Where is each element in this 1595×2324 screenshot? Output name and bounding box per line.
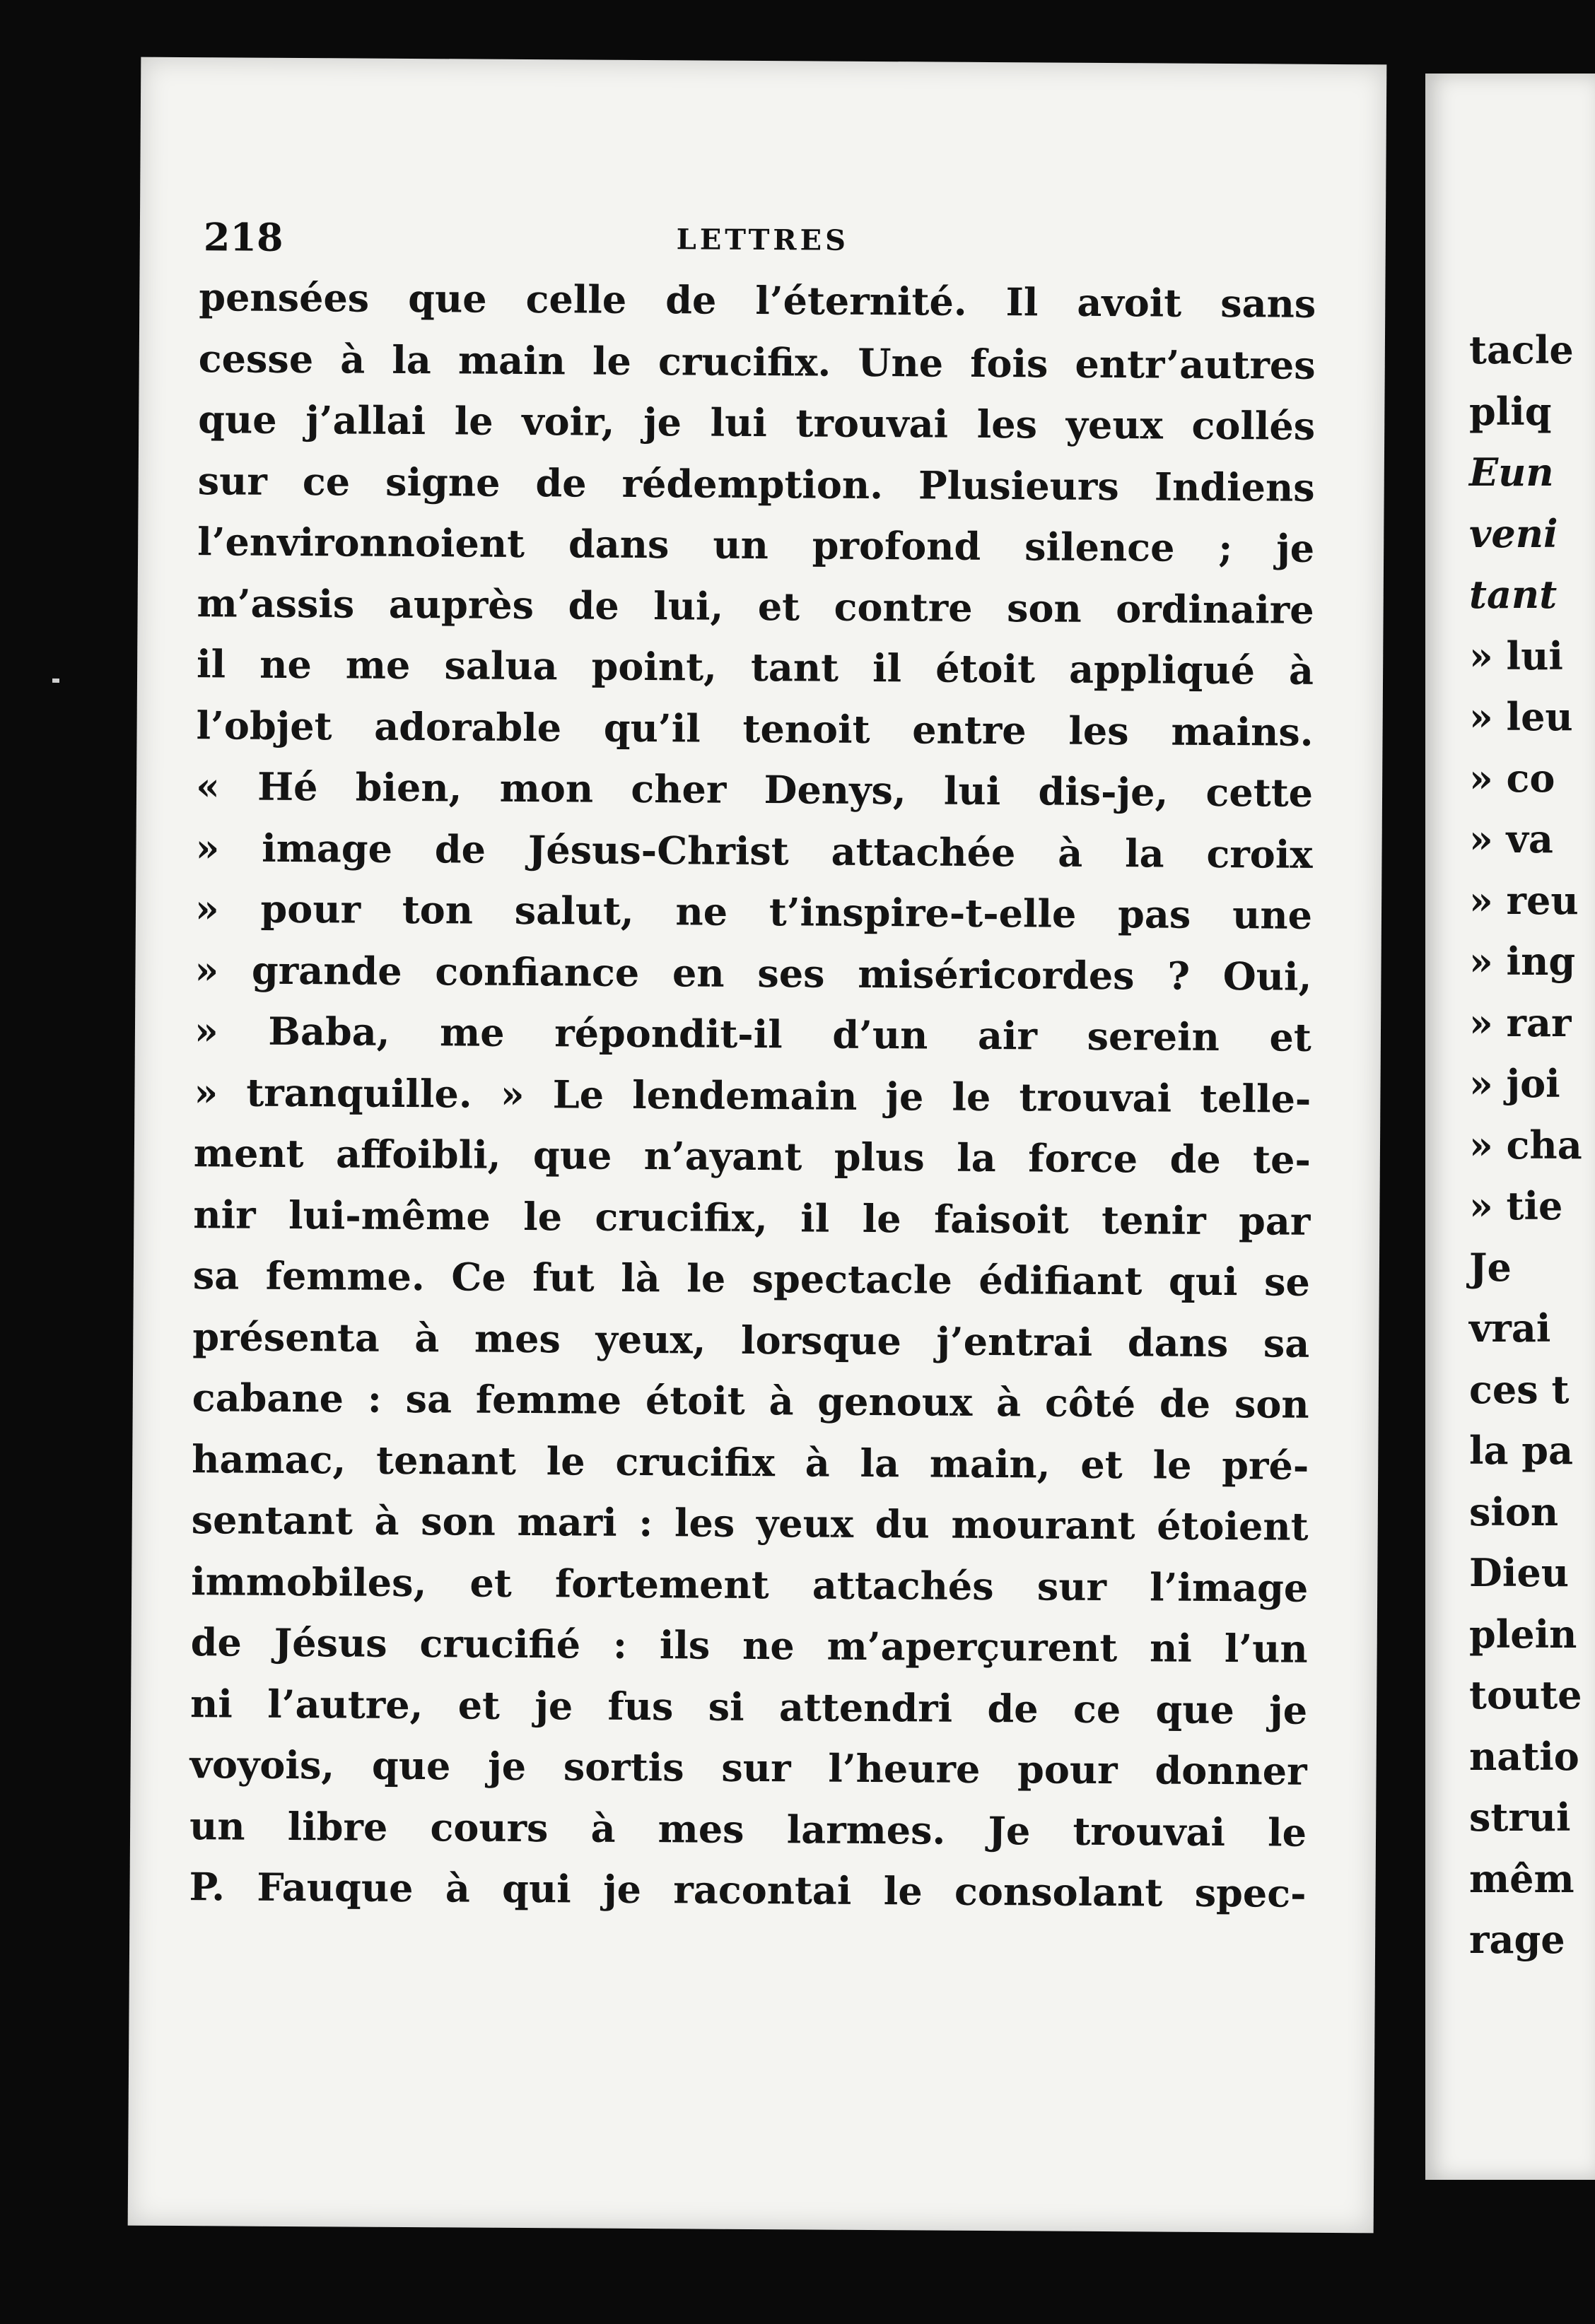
word: genoux bbox=[817, 1378, 973, 1425]
right-text-line: » rar bbox=[1469, 999, 1572, 1045]
word: voir, bbox=[522, 398, 615, 445]
word: n’ayant bbox=[643, 1133, 802, 1180]
word: spec- bbox=[1194, 1870, 1307, 1916]
word: auprès bbox=[388, 581, 534, 628]
word: me bbox=[345, 642, 411, 688]
word: fortement bbox=[554, 1560, 769, 1607]
word: j’allai bbox=[305, 397, 426, 444]
word: attachés bbox=[812, 1561, 994, 1609]
word: à bbox=[1288, 647, 1314, 693]
word: à bbox=[445, 1865, 470, 1911]
running-head: LETTRES bbox=[676, 223, 850, 257]
word: consolant bbox=[954, 1868, 1163, 1915]
word: trouvai bbox=[1073, 1808, 1226, 1855]
word: dans bbox=[568, 521, 670, 568]
word: femme. bbox=[265, 1252, 426, 1300]
right-text-line: » leu bbox=[1469, 694, 1573, 739]
word: mes bbox=[474, 1315, 561, 1361]
word: fut bbox=[532, 1255, 595, 1301]
word: je bbox=[643, 399, 682, 445]
word: » bbox=[194, 1008, 218, 1054]
word: étoit bbox=[935, 645, 1036, 692]
word: salua bbox=[444, 642, 558, 689]
word: si bbox=[708, 1684, 744, 1730]
word: cette bbox=[1205, 769, 1314, 816]
word: d’un bbox=[832, 1011, 928, 1058]
word: sa bbox=[1263, 1320, 1310, 1366]
word: tenir bbox=[1101, 1197, 1206, 1243]
word: » bbox=[195, 824, 220, 870]
word: le bbox=[862, 1195, 901, 1241]
word: lui-même bbox=[288, 1192, 491, 1239]
word: l’objet bbox=[196, 702, 332, 749]
word: ses bbox=[757, 950, 825, 997]
word: les bbox=[976, 401, 1038, 447]
word: le bbox=[952, 1074, 991, 1120]
word: étoient bbox=[1157, 1503, 1309, 1549]
word: femme bbox=[475, 1376, 622, 1423]
text-line bbox=[194, 1122, 1311, 1190]
word: la bbox=[1124, 830, 1164, 876]
right-text-line: plein bbox=[1469, 1611, 1577, 1657]
word: le bbox=[1152, 1441, 1192, 1488]
word: m’aperçurent bbox=[826, 1623, 1118, 1671]
right-page-text bbox=[1469, 319, 1582, 1971]
word: pour bbox=[260, 886, 361, 932]
word: à bbox=[769, 1378, 794, 1424]
word: main, bbox=[929, 1440, 1051, 1487]
text-line bbox=[190, 1612, 1307, 1679]
word: appliqué bbox=[1068, 646, 1256, 693]
word: répondit-il bbox=[554, 1010, 783, 1057]
word: de bbox=[1169, 1136, 1221, 1182]
word: à bbox=[414, 1315, 440, 1361]
word: son bbox=[421, 1498, 496, 1544]
word: Jésus-Christ bbox=[527, 826, 789, 874]
word: tranquille. bbox=[246, 1069, 472, 1117]
text-line bbox=[194, 1000, 1311, 1068]
page-header bbox=[140, 214, 1386, 271]
word: profond bbox=[812, 522, 981, 569]
word: que bbox=[198, 397, 277, 442]
word: Une bbox=[858, 339, 944, 386]
word: mes bbox=[658, 1805, 744, 1852]
word: cesse bbox=[198, 335, 314, 382]
right-text-line: » lui bbox=[1469, 633, 1563, 679]
word: la bbox=[860, 1440, 900, 1486]
word: crucifix. bbox=[658, 338, 831, 385]
word: et bbox=[1269, 1014, 1312, 1060]
word: à bbox=[374, 1498, 399, 1544]
word: : bbox=[612, 1621, 628, 1667]
word: » bbox=[194, 946, 219, 992]
text-line bbox=[192, 1306, 1309, 1374]
word: ni bbox=[189, 1680, 233, 1726]
word: sur bbox=[1036, 1563, 1107, 1609]
word: le bbox=[523, 1193, 563, 1239]
word: : bbox=[638, 1499, 653, 1546]
word: l’environnoient bbox=[197, 519, 525, 566]
word: larmes. bbox=[786, 1806, 946, 1853]
word: cours bbox=[430, 1804, 549, 1850]
word: mon bbox=[499, 765, 594, 811]
word: pas bbox=[1117, 891, 1191, 937]
word: que bbox=[532, 1132, 612, 1178]
word: force bbox=[1028, 1135, 1138, 1182]
word: se bbox=[1263, 1259, 1311, 1305]
word: mari bbox=[517, 1498, 617, 1545]
word: à bbox=[995, 1380, 1022, 1426]
word: lorsque bbox=[740, 1317, 902, 1363]
word: te- bbox=[1252, 1137, 1311, 1182]
word: confiance bbox=[435, 948, 640, 995]
word: son bbox=[1006, 585, 1082, 631]
word: tenoit bbox=[742, 705, 870, 752]
word: côté bbox=[1044, 1380, 1136, 1426]
text-line bbox=[197, 511, 1314, 579]
word: nir bbox=[193, 1191, 256, 1238]
text-line bbox=[194, 939, 1311, 1007]
text-line bbox=[199, 328, 1316, 396]
text-line bbox=[195, 817, 1312, 885]
word: Il bbox=[1005, 279, 1039, 325]
word: sur bbox=[197, 457, 268, 504]
word: serein bbox=[1087, 1013, 1220, 1060]
text-line bbox=[193, 1245, 1310, 1313]
word: et bbox=[757, 583, 800, 629]
word: pré- bbox=[1222, 1442, 1309, 1489]
word: de bbox=[987, 1685, 1039, 1731]
word: entre bbox=[912, 706, 1027, 753]
word: libre bbox=[287, 1803, 388, 1850]
text-line bbox=[192, 1428, 1309, 1496]
word: air bbox=[977, 1012, 1038, 1059]
word: hamac, bbox=[192, 1436, 346, 1482]
text-line bbox=[191, 1489, 1308, 1557]
right-text-line: Dieu bbox=[1469, 1550, 1569, 1595]
word: il bbox=[872, 645, 902, 691]
word: de bbox=[535, 459, 587, 506]
word: » bbox=[500, 1071, 525, 1117]
word: ; bbox=[1218, 524, 1233, 571]
word: attendri bbox=[778, 1684, 953, 1731]
word: l’autre, bbox=[267, 1681, 423, 1727]
word: point, bbox=[591, 643, 718, 690]
word: le bbox=[883, 1868, 923, 1914]
word: un bbox=[713, 522, 769, 568]
word: ment bbox=[193, 1130, 304, 1177]
word: de bbox=[190, 1619, 243, 1665]
text-line bbox=[189, 1856, 1306, 1924]
word: que bbox=[1155, 1686, 1235, 1732]
word: Baba, bbox=[268, 1008, 390, 1055]
word: de bbox=[434, 826, 486, 872]
word: Ce bbox=[451, 1254, 506, 1300]
word: de bbox=[568, 582, 619, 628]
word: la bbox=[957, 1134, 996, 1181]
word: celle bbox=[525, 276, 627, 322]
word: une bbox=[1232, 892, 1313, 938]
word: lui, bbox=[653, 582, 724, 629]
word: à bbox=[590, 1805, 616, 1851]
word: pour bbox=[1017, 1747, 1118, 1793]
word: pensées bbox=[199, 274, 370, 321]
word: fois bbox=[970, 340, 1048, 386]
right-text-line: la pa bbox=[1469, 1428, 1574, 1473]
word: t’inspire-t-elle bbox=[769, 889, 1077, 937]
right-text-line: tant bbox=[1469, 572, 1558, 617]
text-line bbox=[198, 389, 1315, 457]
word: étoit bbox=[645, 1378, 745, 1424]
word: et bbox=[457, 1682, 501, 1728]
word: ce bbox=[302, 458, 351, 504]
word: présenta bbox=[192, 1313, 380, 1361]
word: je bbox=[1276, 525, 1315, 571]
word: yeux bbox=[756, 1501, 854, 1547]
word: spectacle bbox=[752, 1255, 952, 1303]
word: silence bbox=[1024, 524, 1175, 570]
word: ne bbox=[675, 888, 728, 934]
right-text-line: mêm bbox=[1469, 1855, 1574, 1901]
word: je bbox=[487, 1743, 527, 1790]
word: sa bbox=[405, 1375, 452, 1422]
word: faisoit bbox=[933, 1196, 1069, 1243]
word: crucifix bbox=[615, 1438, 776, 1485]
word: avoit bbox=[1077, 279, 1182, 326]
text-line bbox=[191, 1551, 1308, 1619]
word: Fauque bbox=[257, 1864, 414, 1911]
word: Plusieurs bbox=[918, 462, 1119, 509]
word: en bbox=[672, 949, 725, 996]
right-text-line: ces t bbox=[1469, 1366, 1570, 1412]
right-text-line: » reu bbox=[1469, 877, 1579, 923]
word: plus bbox=[834, 1134, 925, 1180]
word: attachée bbox=[831, 828, 1016, 875]
word: que bbox=[371, 1742, 451, 1789]
text-line bbox=[193, 1184, 1310, 1252]
text-line bbox=[196, 756, 1313, 823]
word: P. bbox=[189, 1864, 226, 1910]
right-text-line: pliq bbox=[1469, 388, 1552, 434]
word: trouvai bbox=[1019, 1074, 1172, 1121]
word: qui bbox=[501, 1865, 571, 1912]
text-line bbox=[190, 1673, 1307, 1741]
word: à bbox=[805, 1439, 830, 1486]
word: l’un bbox=[1224, 1626, 1308, 1672]
right-text-line: veni bbox=[1469, 510, 1558, 556]
word: Oui, bbox=[1222, 953, 1312, 999]
word: ce bbox=[1073, 1686, 1121, 1732]
word: le bbox=[687, 1255, 726, 1301]
word: lui bbox=[710, 399, 768, 446]
word: » bbox=[194, 1069, 218, 1115]
word: lendemain bbox=[631, 1072, 858, 1119]
word: le bbox=[454, 398, 493, 444]
word: ordinaire bbox=[1116, 585, 1314, 633]
word: ils bbox=[659, 1622, 711, 1668]
word: cabane bbox=[192, 1375, 344, 1421]
word: lui bbox=[943, 768, 1001, 814]
word: l’image bbox=[1149, 1563, 1309, 1611]
word: le bbox=[546, 1438, 585, 1484]
word: voyois, bbox=[189, 1742, 335, 1788]
word: là bbox=[621, 1255, 660, 1301]
word: contre bbox=[834, 584, 973, 630]
word: sans bbox=[1220, 280, 1316, 327]
word: tant bbox=[750, 644, 839, 691]
word: à bbox=[1058, 830, 1083, 876]
page-number: 218 bbox=[203, 214, 284, 260]
right-text-line: tacle bbox=[1469, 327, 1574, 372]
word: du bbox=[875, 1501, 930, 1547]
right-text-line: sion bbox=[1469, 1489, 1559, 1534]
word: et bbox=[1080, 1441, 1123, 1487]
word: yeux, bbox=[595, 1316, 706, 1363]
word: ne bbox=[259, 641, 312, 688]
word: je bbox=[602, 1866, 642, 1913]
word: de bbox=[1159, 1380, 1211, 1426]
word: yeux bbox=[1065, 401, 1164, 448]
word: salut, bbox=[514, 887, 634, 934]
word: je bbox=[534, 1682, 573, 1728]
word: sur bbox=[721, 1744, 791, 1791]
right-text-line: toute bbox=[1469, 1672, 1582, 1718]
word: ne bbox=[742, 1622, 795, 1669]
word: un bbox=[189, 1802, 245, 1849]
word: son bbox=[1234, 1381, 1309, 1427]
word: l’éternité. bbox=[755, 277, 967, 324]
word: adorable bbox=[374, 703, 562, 750]
text-line bbox=[195, 878, 1312, 946]
right-text-line: » tie bbox=[1469, 1183, 1563, 1228]
word: signe bbox=[385, 459, 501, 505]
text-line bbox=[194, 1062, 1311, 1129]
word: de bbox=[665, 277, 717, 323]
word: le bbox=[592, 338, 632, 384]
word: racontai bbox=[673, 1867, 852, 1913]
word: image bbox=[261, 825, 393, 872]
word: Hé bbox=[257, 763, 318, 810]
word: Jésus bbox=[274, 1619, 387, 1666]
right-text-line: » va bbox=[1469, 816, 1553, 862]
word: tenant bbox=[375, 1437, 517, 1484]
word: croix bbox=[1206, 831, 1313, 877]
word: le bbox=[1267, 1809, 1307, 1855]
right-text-line: » joi bbox=[1469, 1061, 1560, 1106]
word: telle- bbox=[1200, 1075, 1311, 1122]
word: qui bbox=[1168, 1258, 1238, 1305]
text-line bbox=[196, 695, 1313, 763]
right-text-line: » cha bbox=[1469, 1122, 1582, 1168]
body-text bbox=[189, 266, 1316, 1924]
word: les bbox=[1068, 708, 1129, 753]
word: main bbox=[457, 336, 566, 383]
text-line bbox=[199, 266, 1316, 334]
word: il bbox=[800, 1195, 830, 1241]
word: à bbox=[340, 336, 366, 382]
word: Le bbox=[552, 1071, 604, 1117]
word: mourant bbox=[951, 1501, 1135, 1549]
word: Je bbox=[988, 1807, 1031, 1853]
word: Indiens bbox=[1154, 463, 1315, 510]
word: » bbox=[194, 886, 219, 932]
word: donner bbox=[1155, 1747, 1307, 1794]
word: crucifix, bbox=[595, 1194, 768, 1240]
word: affoibli, bbox=[335, 1131, 501, 1178]
left-page bbox=[128, 57, 1387, 2234]
word: ? bbox=[1167, 953, 1191, 999]
word: cher bbox=[631, 765, 727, 812]
word: je bbox=[1268, 1686, 1308, 1733]
word: sentant bbox=[191, 1497, 354, 1544]
word: l’heure bbox=[828, 1745, 981, 1792]
word: que bbox=[408, 275, 487, 322]
text-line bbox=[192, 1367, 1309, 1435]
word: m’assis bbox=[197, 580, 355, 627]
word: collés bbox=[1191, 402, 1316, 449]
right-text-line: » ing bbox=[1469, 939, 1576, 984]
word: et bbox=[469, 1560, 513, 1606]
word: bien, bbox=[355, 764, 462, 811]
word: dis-je, bbox=[1038, 768, 1169, 815]
word: la bbox=[392, 336, 432, 382]
word: mains. bbox=[1171, 708, 1314, 755]
text-line bbox=[189, 1734, 1307, 1802]
right-text-line: strui bbox=[1469, 1795, 1571, 1840]
right-text-line: vrai bbox=[1469, 1305, 1551, 1351]
right-text-line: Je bbox=[1469, 1244, 1512, 1290]
word: qu’il bbox=[603, 705, 701, 751]
word: par bbox=[1238, 1197, 1311, 1244]
word: sortis bbox=[563, 1744, 684, 1790]
word: : bbox=[367, 1375, 382, 1421]
word: rédemption. bbox=[621, 460, 884, 507]
word: trouvai bbox=[795, 400, 949, 447]
right-text-line: » co bbox=[1469, 755, 1555, 801]
text-line bbox=[197, 633, 1314, 701]
word: les bbox=[674, 1500, 735, 1546]
word: il bbox=[196, 641, 226, 687]
word: édifiant bbox=[978, 1257, 1143, 1304]
word: fus bbox=[607, 1683, 674, 1729]
text-line bbox=[197, 450, 1314, 518]
word: crucifié bbox=[419, 1621, 581, 1667]
word: je bbox=[885, 1073, 924, 1119]
word: dans bbox=[1127, 1319, 1229, 1366]
right-text-line: rage bbox=[1469, 1917, 1565, 1962]
word: miséricordes bbox=[858, 951, 1135, 998]
text-line bbox=[189, 1795, 1307, 1863]
word: Denys, bbox=[764, 767, 906, 814]
text-line bbox=[197, 573, 1314, 640]
word: ton bbox=[402, 886, 474, 933]
margin-speck bbox=[52, 679, 59, 683]
word: j’entrai bbox=[936, 1318, 1093, 1365]
word: ni bbox=[1149, 1625, 1193, 1671]
right-text-line: Eun bbox=[1469, 450, 1554, 495]
word: me bbox=[439, 1009, 505, 1055]
word: entr’autres bbox=[1075, 341, 1316, 388]
word: immobiles, bbox=[191, 1558, 427, 1605]
word: sa bbox=[192, 1252, 240, 1298]
right-text-line: natio bbox=[1469, 1733, 1579, 1779]
word: « bbox=[195, 763, 221, 809]
word: grande bbox=[251, 947, 402, 994]
